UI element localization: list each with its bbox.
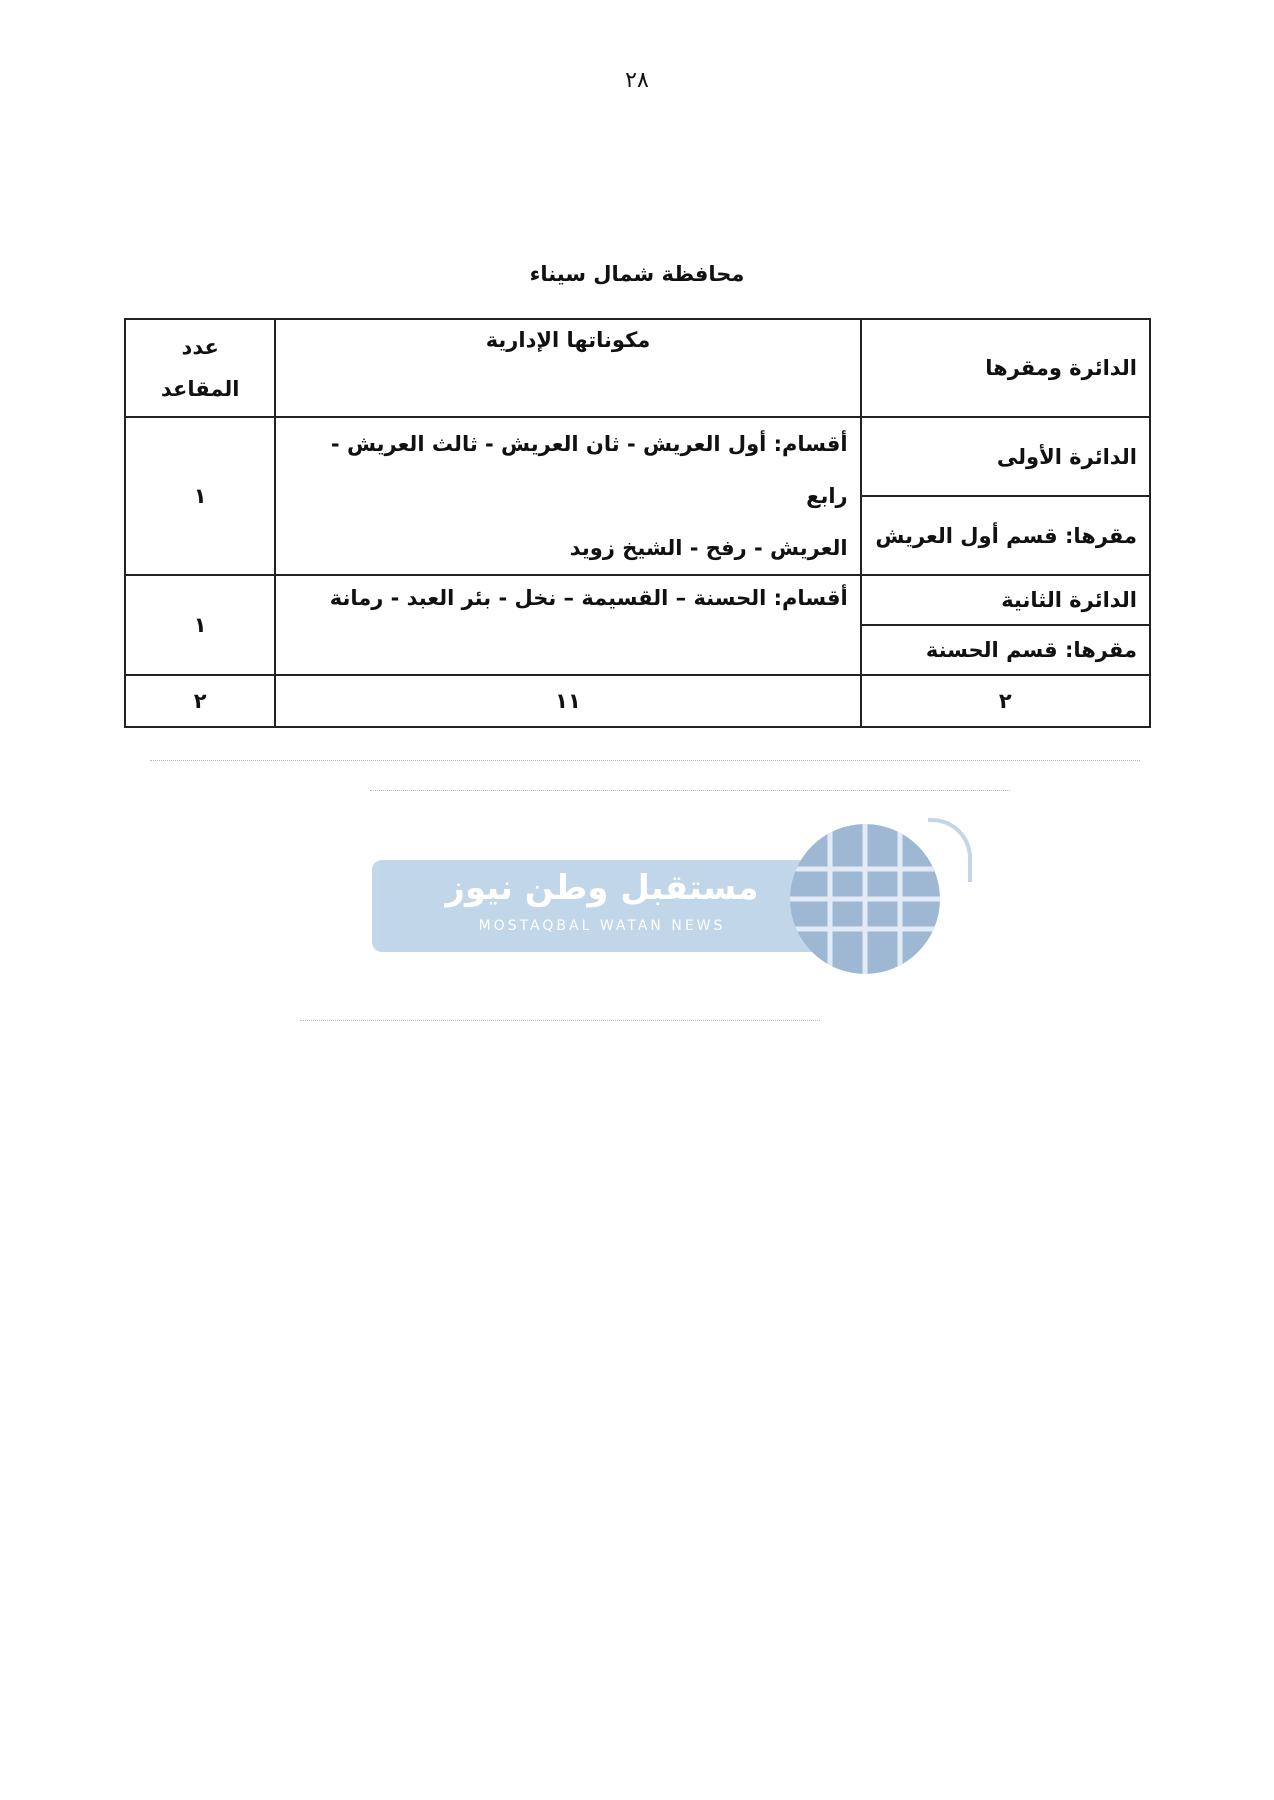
globe-icon bbox=[790, 824, 940, 974]
district-seat: مقرها: قسم الحسنة bbox=[861, 625, 1150, 675]
table-header-row bbox=[125, 319, 1150, 417]
page-number: ٢٨ bbox=[625, 68, 649, 93]
district-seats: ١ bbox=[125, 417, 275, 575]
watermark-logo bbox=[372, 818, 974, 970]
header-seats bbox=[125, 319, 275, 417]
district-components bbox=[275, 575, 860, 675]
header-components: مكوناتها الإدارية bbox=[275, 319, 860, 417]
district-components bbox=[275, 417, 860, 575]
district-seat: مقرها: قسم أول العريش bbox=[861, 496, 1150, 575]
components-line: العريش - رفح - الشيخ زويد bbox=[569, 536, 848, 560]
page-title: محافظة شمال سيناء bbox=[529, 262, 745, 286]
total-components: ١١ bbox=[275, 675, 860, 727]
district-name: الدائرة الأولى bbox=[861, 417, 1150, 496]
totals-row bbox=[125, 675, 1150, 727]
divider bbox=[150, 760, 1140, 761]
header-seats-line1: عدد bbox=[181, 335, 219, 359]
components-line: أقسام: الحسنة – القسيمة – نخل - بئر العبد - رمانة bbox=[329, 586, 848, 610]
signal-icon bbox=[928, 818, 972, 882]
header-district: الدائرة ومقرها bbox=[861, 319, 1150, 417]
table-row bbox=[125, 417, 1150, 496]
watermark-arabic: مستقبل وطن نيوز bbox=[445, 868, 759, 908]
components-line: أقسام: أول العريش - ثان العريش - ثالث العريش - رابع bbox=[330, 432, 848, 508]
total-seats: ٢ bbox=[125, 675, 275, 727]
district-seats: ١ bbox=[125, 575, 275, 675]
watermark-latin: MOSTAQBAL WATAN NEWS bbox=[478, 918, 726, 934]
header-seats-line2: المقاعد bbox=[160, 377, 240, 401]
divider bbox=[370, 790, 1010, 791]
district-name: الدائرة الثانية bbox=[861, 575, 1150, 625]
districts-table bbox=[124, 318, 1151, 728]
total-districts: ٢ bbox=[861, 675, 1150, 727]
table-row bbox=[125, 575, 1150, 625]
divider bbox=[300, 1020, 820, 1021]
